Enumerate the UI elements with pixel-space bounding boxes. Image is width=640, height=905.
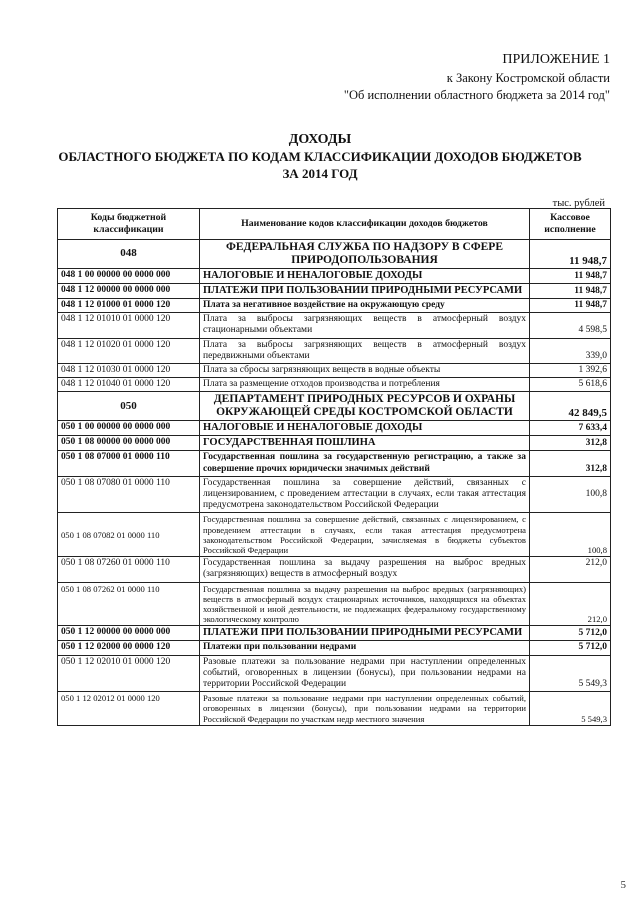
row-code: 050 1 08 07262 01 0000 110: [58, 582, 200, 626]
table-row: [58, 582, 611, 626]
row-amount: 42 849,5: [530, 392, 611, 421]
appendix-law-title: "Об исполнении областного бюджета за 2014 год": [343, 88, 610, 102]
row-amount: 100,8: [530, 476, 611, 513]
row-name: Разовые платежи за пользование недрами при наступлении определенных событий, оговоренных в лицензии (бонусы), при пользовании недрами на территории Российской Федерации по участкам недр местного значения: [200, 692, 530, 726]
header-code: Коды бюджетной классификации: [58, 209, 200, 240]
row-amount: 212,0: [530, 557, 611, 582]
table-row: [58, 378, 611, 392]
units-label: тыс. рублей: [552, 198, 605, 209]
row-code: 050 1 08 00000 00 0000 000: [58, 436, 200, 451]
appendix-label: ПРИЛОЖЕНИЕ 1: [502, 52, 610, 67]
row-amount: 11 948,7: [530, 284, 611, 299]
table-row: [58, 476, 611, 513]
table-header-row: [58, 209, 611, 240]
row-name: Плата за негативное воздействие на окружающую среду: [200, 299, 530, 313]
table-row: [58, 557, 611, 582]
row-name: НАЛОГОВЫЕ И НЕНАЛОГОВЫЕ ДОХОДЫ: [200, 269, 530, 284]
row-amount: 1 392,6: [530, 364, 611, 378]
table-row: [58, 451, 611, 476]
table-row: [58, 392, 611, 421]
row-name: ФЕДЕРАЛЬНАЯ СЛУЖБА ПО НАДЗОРУ В СФЕРЕ ПРИРОДОПОЛЬЗОВАНИЯ: [200, 240, 530, 269]
table-row: [58, 338, 611, 363]
row-code: 048 1 12 00000 00 0000 000: [58, 284, 200, 299]
row-code: 050 1 12 02010 01 0000 120: [58, 655, 200, 692]
appendix-header: [344, 50, 610, 104]
row-name: Государственная пошлина за государственную регистрацию, а также за совершение прочих юридически значимых действий: [200, 451, 530, 476]
row-amount: 339,0: [530, 338, 611, 363]
table-row: [58, 269, 611, 284]
table-row: [58, 284, 611, 299]
row-name: Плата за размещение отходов производства и потребления: [200, 378, 530, 392]
row-amount: 11 948,7: [530, 299, 611, 313]
row-code: 050 1 08 07000 01 0000 110: [58, 451, 200, 476]
row-amount: 4 598,5: [530, 313, 611, 338]
row-name: Государственная пошлина за совершение действий, связанных с лицензированием, с проведением аттестации в случаях, если такая аттестация предусмотрена законодательством Российской Федерации: [200, 476, 530, 513]
table-row: [58, 436, 611, 451]
row-code: 048 1 00 00000 00 0000 000: [58, 269, 200, 284]
table-row: [58, 626, 611, 641]
row-name: Плата за выбросы загрязняющих веществ в атмосферный воздух стационарными объектами: [200, 313, 530, 338]
table-row: [58, 364, 611, 378]
row-name: ГОСУДАРСТВЕННАЯ ПОШЛИНА: [200, 436, 530, 451]
row-name: ПЛАТЕЖИ ПРИ ПОЛЬЗОВАНИИ ПРИРОДНЫМИ РЕСУРСАМИ: [200, 626, 530, 641]
row-code: 050 1 12 02012 01 0000 120: [58, 692, 200, 726]
table-row: [58, 299, 611, 313]
table-row: [58, 641, 611, 655]
row-amount: 7 633,4: [530, 421, 611, 436]
title-line-1: ДОХОДЫ: [288, 132, 352, 147]
header-amount: Кассовое исполнение: [530, 209, 611, 240]
table-row: [58, 421, 611, 436]
row-amount: 100,8: [530, 513, 611, 557]
title-line-2: ОБЛАСТНОГО БЮДЖЕТА ПО КОДАМ КЛАССИФИКАЦИИ ДОХОДОВ БЮДЖЕТОВ: [58, 149, 582, 164]
row-amount: 212,0: [530, 582, 611, 626]
table-row: [58, 240, 611, 269]
revenue-table: [57, 208, 611, 726]
row-name: Платежи при пользовании недрами: [200, 641, 530, 655]
row-amount: 5 549,3: [530, 692, 611, 726]
row-name: Государственная пошлина за выдачу разрешения на выброс вредных (загрязняющих) веществ в атмосферный воздух стационарных источников, находящихся на объектах хозяйственной и иной деятельности, не подлежащих федеральному государственному экологическому контролю: [200, 582, 530, 626]
row-amount: 11 948,7: [530, 269, 611, 284]
row-code: 050: [58, 392, 200, 421]
row-code: 048 1 12 01040 01 0000 120: [58, 378, 200, 392]
row-name: ДЕПАРТАМЕНТ ПРИРОДНЫХ РЕСУРСОВ И ОХРАНЫ ОКРУЖАЮЩЕЙ СРЕДЫ КОСТРОМСКОЙ ОБЛАСТИ: [200, 392, 530, 421]
table-row: [58, 692, 611, 726]
row-code: 048 1 12 01010 01 0000 120: [58, 313, 200, 338]
page-number-mark: 5: [620, 879, 626, 891]
row-amount: 312,8: [530, 436, 611, 451]
row-amount: 5 712,0: [530, 626, 611, 641]
row-amount: 312,8: [530, 451, 611, 476]
row-code: 048 1 12 01000 01 0000 120: [58, 299, 200, 313]
row-code: 048 1 12 01020 01 0000 120: [58, 338, 200, 363]
row-amount: 5 712,0: [530, 641, 611, 655]
row-code: 050 1 08 07082 01 0000 110: [58, 513, 200, 557]
table-row: [58, 655, 611, 692]
row-name: Государственная пошлина за выдачу разрешения на выброс вредных (загрязняющих) веществ в атмосферный воздух: [200, 557, 530, 582]
row-name: Плата за выбросы загрязняющих веществ в атмосферный воздух передвижными объектами: [200, 338, 530, 363]
row-name: Разовые платежи за пользование недрами при наступлении определенных событий, оговоренных в лицензии (бонусы), при пользовании недрами на территории Российской Федерации: [200, 655, 530, 692]
appendix-law: к Закону Костромской области: [446, 71, 610, 85]
row-code: 048: [58, 240, 200, 269]
title-line-3: ЗА 2014 ГОД: [282, 166, 358, 181]
row-name: НАЛОГОВЫЕ И НЕНАЛОГОВЫЕ ДОХОДЫ: [200, 421, 530, 436]
row-name: Государственная пошлина за совершение действий, связанных с лицензированием, с проведением аттестации в случаях, если такая аттестация предусмотрена законодательством Российской Федерации, зачисляемая в бюджеты субъектов Российской Федерации: [200, 513, 530, 557]
document-title: [0, 131, 640, 182]
table-row: [58, 513, 611, 557]
row-code: 050 1 12 00000 00 0000 000: [58, 626, 200, 641]
row-amount: 11 948,7: [530, 240, 611, 269]
row-amount: 5 549,3: [530, 655, 611, 692]
row-code: 050 1 08 07080 01 0000 110: [58, 476, 200, 513]
table-row: [58, 313, 611, 338]
row-code: 050 1 12 02000 00 0000 120: [58, 641, 200, 655]
row-name: Плата за сбросы загрязняющих веществ в водные объекты: [200, 364, 530, 378]
row-amount: 5 618,6: [530, 378, 611, 392]
row-code: 048 1 12 01030 01 0000 120: [58, 364, 200, 378]
row-code: 050 1 08 07260 01 0000 110: [58, 557, 200, 582]
header-name: Наименование кодов классификации доходов бюджетов: [200, 209, 530, 240]
row-code: 050 1 00 00000 00 0000 000: [58, 421, 200, 436]
row-name: ПЛАТЕЖИ ПРИ ПОЛЬЗОВАНИИ ПРИРОДНЫМИ РЕСУРСАМИ: [200, 284, 530, 299]
